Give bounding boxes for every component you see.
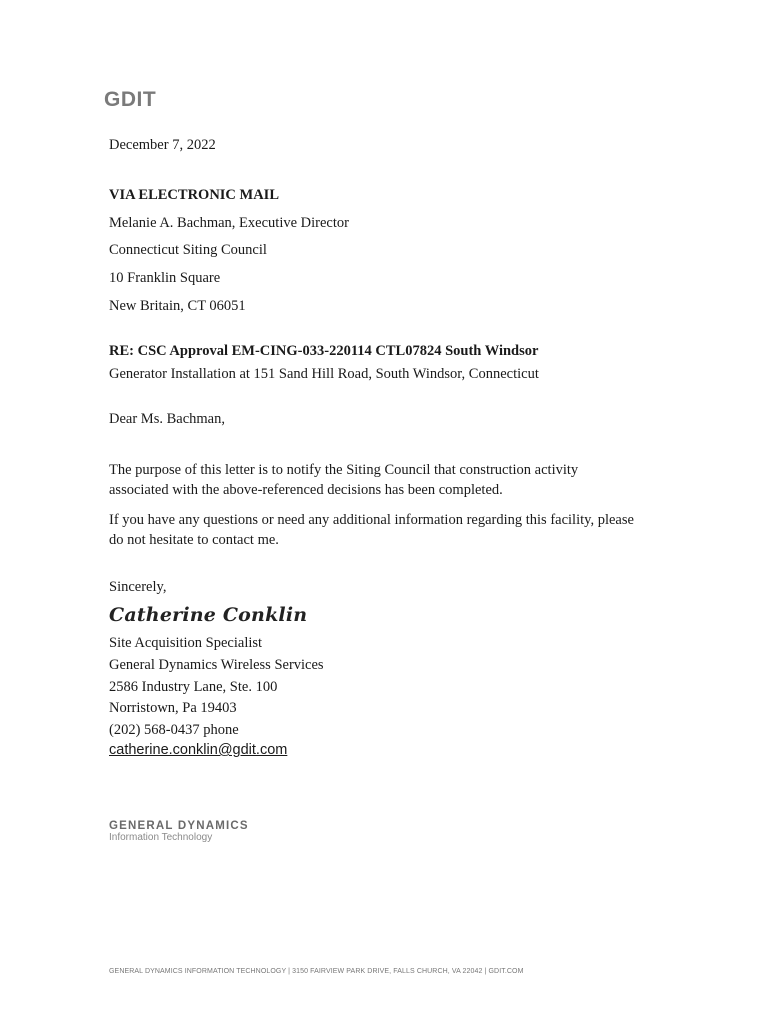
handwritten-signature: Catherine Conklin (109, 604, 308, 626)
recipient-street: 10 Franklin Square (109, 270, 221, 286)
brand-name: GENERAL DYNAMICS (109, 820, 249, 832)
subject-line-2: Generator Installation at 151 Sand Hill Road, South Windsor, Connecticut (109, 366, 539, 382)
sender-city: Norristown, Pa 19403 (109, 700, 237, 716)
gdit-logo (104, 88, 192, 110)
sender-title: Site Acquisition Specialist (109, 635, 263, 651)
body-paragraph-1-line-2: associated with the above-referenced decisions has been completed. (109, 482, 503, 498)
gdit-logo-text: GDIT (104, 88, 157, 110)
recipient-city: New Britain, CT 06051 (109, 298, 246, 314)
salutation: Dear Ms. Bachman, (109, 411, 225, 427)
page-footer: GENERAL DYNAMICS INFORMATION TECHNOLOGY | 3150 FAIRVIEW PARK DRIVE, FALLS CHURCH, VA 22042 | GDIT.COM (109, 968, 524, 975)
sender-phone: (202) 568-0437 phone (109, 722, 239, 738)
recipient-name: Melanie A. Bachman, Executive Director (109, 215, 349, 231)
brand-subtitle: Information Technology (109, 832, 213, 843)
closing: Sincerely, (109, 579, 167, 595)
sender-email-link[interactable]: catherine.conklin@gdit.com (109, 742, 288, 758)
general-dynamics-logo (109, 820, 249, 843)
body-paragraph-2-line-2: do not hesitate to contact me. (109, 532, 279, 548)
body-paragraph-2-line-1: If you have any questions or need any additional information regarding this facility, please (109, 512, 634, 528)
sender-company: General Dynamics Wireless Services (109, 657, 324, 673)
recipient-organization: Connecticut Siting Council (109, 242, 267, 258)
body-paragraph-1-line-1: The purpose of this letter is to notify the Siting Council that construction activity (109, 462, 579, 478)
subject-line-1: RE: CSC Approval EM-CING-033-220114 CTL07824 South Windsor (109, 343, 539, 359)
gdit-logo-mark (104, 88, 192, 110)
delivery-method: VIA ELECTRONIC MAIL (109, 187, 279, 203)
sender-street: 2586 Industry Lane, Ste. 100 (109, 679, 278, 695)
letter-date: December 7, 2022 (109, 137, 216, 153)
